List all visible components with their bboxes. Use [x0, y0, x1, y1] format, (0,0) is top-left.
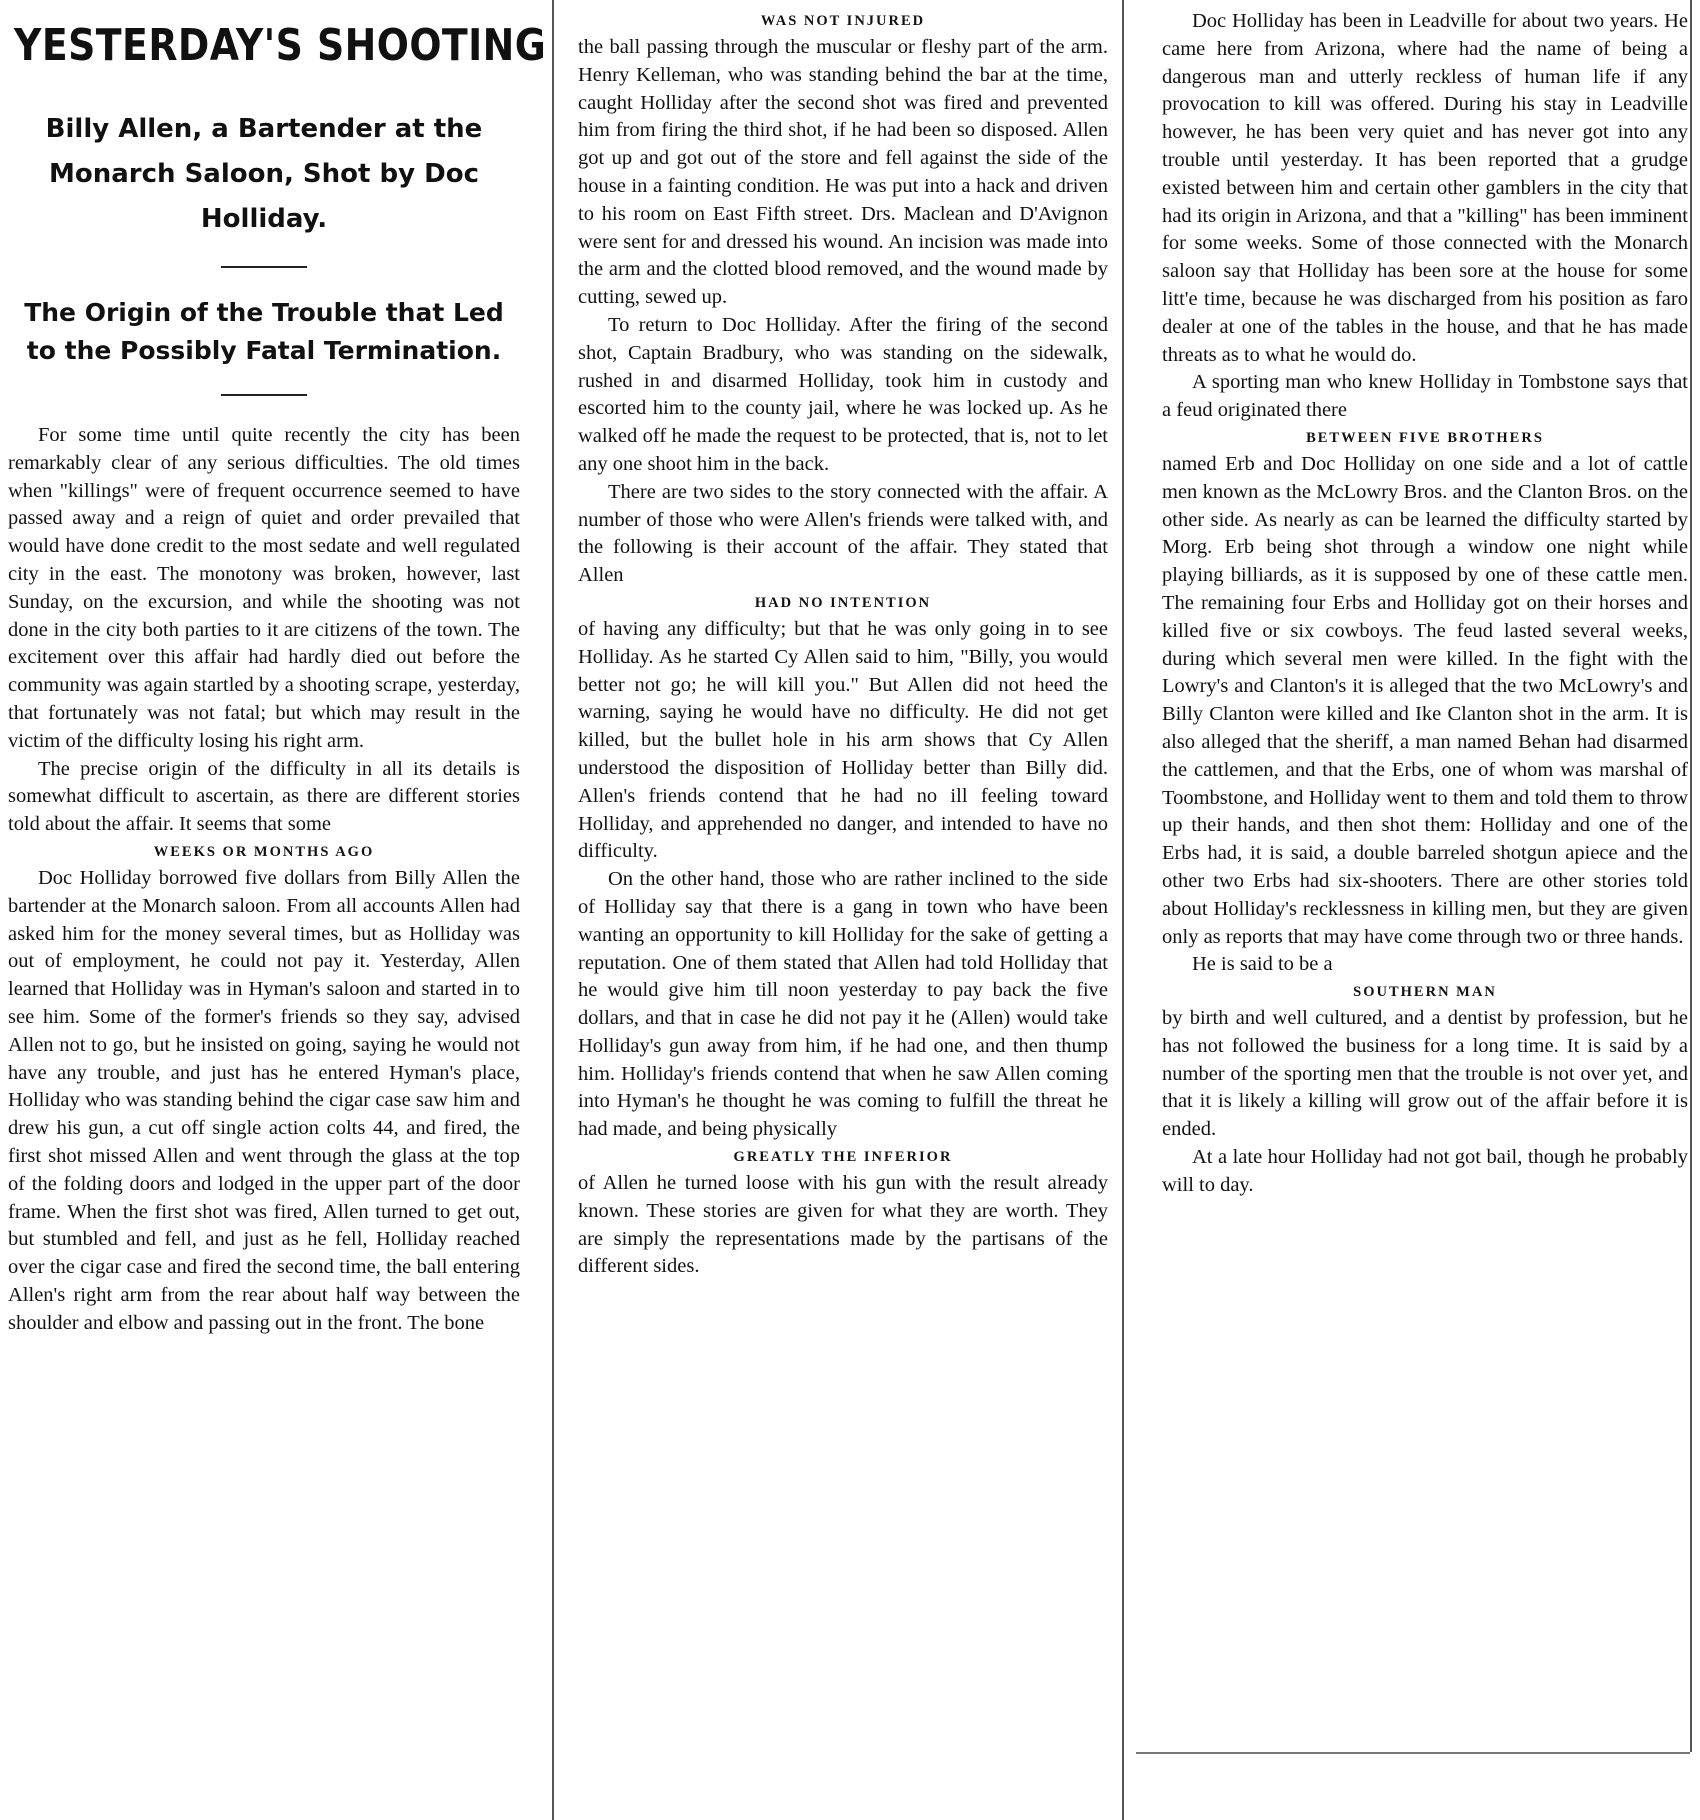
subheading: SOUTHERN MAN: [1353, 984, 1497, 1001]
paragraph: the ball passing through the muscular or fleshy part of the arm. Henry Kelleman, who was standing behind the bar at the time, caught Holliday after the second shot was fired and prevented him from firing the third shot, if he had been so disposed. Allen got up and got out of the store and fell against the side of the house in a fainting condition. He was put into a hack and driven to his room on East Fifth street. Drs. Maclean and D'Avignon were sent for and dressed his wound. An incision was made into the arm and the clotted blood removed, and the wound made by cutting, sewed up.: [578, 36, 1108, 309]
paragraph: The precise origin of the difficulty in all its details is somewhat difficult to ascertain, as there are different stories told about the affair. It seems that some: [8, 757, 520, 836]
headline-title: YESTERDAY'S SHOOTING: [14, 20, 547, 71]
paragraph: He is said to be a: [1192, 953, 1333, 976]
column-bottom-rule: [1136, 1752, 1690, 1754]
paragraph: Doc Holliday borrowed five dollars from Billy Allen the bartender at the Monarch saloon. From all accounts Allen had asked him for the money several times, but as Holliday was out of employment, he could not pay it. Yesterday, Allen learned that Holliday was in Hyman's saloon and started in to see him. Some of the former's friends so they say, advised Allen not to go, but he insisted on going, saying he would not have any trouble, and just has he entered Hyman's place, Holliday who was standing behind the cigar case saw him and drew his gun, a cut off single action colts 44, and fired, the first shot missed Allen and went through the glass at the top of the folding doors and lodged in the upper part of the door frame. When the first shot was fired, Allen turned to get out, but stumbled and fell, and just as he fell, Holliday reached over the cigar case and fired the second time, the ball entering Allen's right arm from the rear about half way between the shoulder and elbow and passing out in the front. The bone: [8, 866, 520, 1334]
paragraph: named Erb and Doc Holliday on one side and a lot of cattle men known as the McLowry Bros. and the Clanton Bros. on the other side. As nearly as can be learned the difficulty started by Morg. Erb being shot through a window one night while playing billiards, as it is supposed by one of these cattle men. The remaining four Erbs and Holliday got on their horses and killed five or six cowboys. The feud lasted several weeks, during which several men were killed. In the fight with the Lowry's and Clanton's it is alleged that the two McLowry's and Billy Clanton were killed and Ike Clanton shot in the arm. It is also alleged that the sheriff, a man named Behan had disarmed the cattlemen, and that the Erbs, one of whom was marshal of Toombstone, and Holliday went to them and told them to throw up their hands, and then shot them: Holliday and one of the Erbs had, it is said, a double barreled shotgun apiece and the other two Erbs had six-shooters. There are other stories told about Holliday's recklessness in killing men, but they are given only as reports that may have come through two or three hands.: [1162, 452, 1688, 948]
paragraph: At a late hour Holliday had not got bail, though he probably will to day.: [1162, 1146, 1688, 1196]
column-rule-left: [552, 0, 554, 1820]
subheading: BETWEEN FIVE BROTHERS: [1306, 429, 1544, 446]
paragraph: A sporting man who knew Holliday in Tombstone says that a feud originated there: [1162, 371, 1688, 422]
column-rule-right: [1122, 0, 1124, 1820]
paragraph: On the other hand, those who are rather inclined to the side of Holliday say that there is a gang in town who have been wanting an opportunity to kill Holliday for the sake of getting a reputation. One of them stated that Allen had told Holliday that he would give him till noon yesterday to pay back the five dollars, and that in case he did not pay it he (Allen) would take Holliday's gun away from him, if he had one, and then thump him. Holliday's friends contend that when he saw Allen coming into Hyman's he thought he was coming to fulfill the threat he had made, and being physically: [578, 868, 1108, 1141]
paragraph: of Allen he turned loose with his gun with the result already known. These stories are given for what they are worth. They are simply the representations made by the partisans of the different sides.: [578, 1172, 1108, 1278]
paragraph: There are two sides to the story connected with the affair. A number of those who were Allen's friends were talked with, and the following is their account of the affair. They stated that Allen: [578, 480, 1108, 587]
section-rule: [221, 266, 307, 268]
column-2: [560, 0, 1120, 1281]
column-1: [0, 0, 547, 1338]
subheading: WAS NOT INJURED: [760, 13, 926, 29]
paragraph: For some time until quite recently the city has been remarkably clear of any serious difficulties. The old times when "killings" were of frequent occurrence seemed to have passed away and a reign of quiet and order prevailed that would have done credit to the most sedate and well regulated city in the east. The monotony was broken, however, last Sunday, on the excursion, and while the shooting was not done in the city both parties to it are citizens of the town. The excitement over this affair had hardly died out before the community was again startled by a shooting scrape, yesterday, that fortunately was not fatal; but which may result in the victim of the difficulty losing his right arm.: [8, 424, 520, 752]
headline-deck: Billy Allen, a Bartender at the Monarch Saloon, Shot by Doc Holliday.: [45, 114, 483, 234]
paragraph: by birth and well cultured, and a dentist by profession, but he has not followed the business for a long time. It is said by a number of the sporting men that the trouble is not over yet, and that it is likely a killing will grow out of the affair before it is ended.: [1162, 1007, 1688, 1141]
column-3: [1130, 0, 1700, 1200]
subheading: WEEKS OR MONTHS AGO: [153, 843, 375, 860]
paragraph: To return to Doc Holliday. After the firing of the second shot, Captain Bradbury, who was standing on the sidewalk, rushed in and disarmed Holliday, took him in custody and escorted him to the county jail, where he was locked up. As he walked off he made the request to be protected, that is, not to let any one shoot him in the back.: [578, 313, 1108, 475]
paragraph: Doc Holliday has been in Leadville for about two years. He came here from Arizona, where had the name of being a dangerous man and utterly reckless of human life if any provocation to kill was offered. During his stay in Leadville however, he has been very quiet and has never got into any trouble until yesterday. It has been reported that a grudge existed between him and certain other gamblers in the city that had its origin in Arizona, and that a "killing" has been imminent for some weeks. Some of those connected with the Monarch saloon say that Holliday has been sore at the house for some litt'e time, because he was discharged from his position as faro dealer at one of the tables in the house, and that he has made threats as to what he would do.: [1162, 10, 1688, 366]
section-rule: [221, 394, 307, 396]
headline-deck-2: The Origin of the Trouble that Led to the Possibly Fatal Termination.: [24, 298, 504, 365]
subheading: GREATLY THE INFERIOR: [733, 1149, 953, 1166]
subheading: HAD NO INTENTION: [754, 594, 932, 611]
paragraph: of having any difficulty; but that he was only going in to see Holliday. As he started Cy Allen said to him, "Billy, you would better not go; he will kill you." But Allen did not heed the warning, saying he would have no difficulty. He did not get killed, but the bullet hole in his arm shows that Cy Allen understood the disposition of Holliday better than Billy did. Allen's friends contend that he had no ill feeling toward Holliday, and apprehended no danger, and intended to have no difficulty.: [578, 617, 1108, 863]
